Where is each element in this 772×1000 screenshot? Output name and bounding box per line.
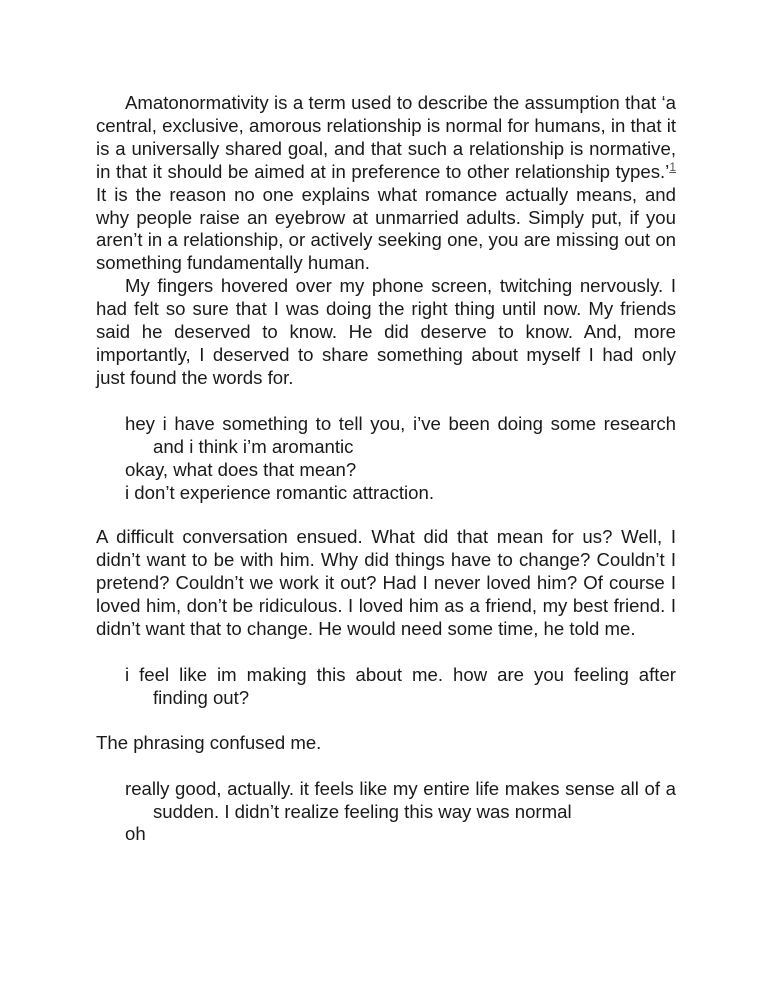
message-block <box>125 413 676 505</box>
paragraph-text: It is the reason no one explains what romance actually means, and why people raise an eyebrow at unmarried adults. Simply put, if you aren’t in a relationship, or actively seeking one, you are missing out on something fundamentally human. <box>96 183 676 274</box>
footnote-link[interactable]: 1 <box>669 159 676 174</box>
document-page <box>96 92 676 868</box>
paragraph-text: Amatonormativity is a term used to describe the assumption that ‘a central, exclusive, amorous relationship is normal for humans, in that it is a universally shared goal, and that such a relationship is normative, in that it should be aimed at in preference to other relationship types.’ <box>96 92 676 182</box>
message-line: i feel like im making this about me. how are you feeling after finding out? <box>125 663 676 708</box>
message-line: i don’t experience romantic attraction. <box>125 481 435 503</box>
message-block <box>125 778 676 847</box>
message-block <box>125 664 676 710</box>
message-line: okay, what does that mean? <box>125 458 357 480</box>
paragraph-conversation: A difficult conversation ensued. What did that mean for us? Well, I didn’t want to be with him. Why did things have to change? Couldn’t I pretend? Couldn’t we work it out? Had I never loved him? Of course I loved him, don’t be ridiculous. I loved him as a friend, my best friend. I didn’t want that to change. He would need some time, he told me. <box>96 526 676 640</box>
paragraph-phone: My fingers hovered over my phone screen, twitching nervously. I had felt so sure that I was doing the right thing until now. My friends said he deserved to know. He did deserve to know. And, more importantly, I deserved to share something about myself I had only just found the words for. <box>96 275 676 388</box>
paragraph-amatonormativity <box>96 92 676 275</box>
paragraph-phrasing: The phrasing confused me. <box>96 731 322 753</box>
message-line: really good, actually. it feels like my entire life makes sense all of a sudden. I didn’t realize feeling this way was normal <box>125 777 676 822</box>
message-line: hey i have something to tell you, i’ve been doing some research and i think i’m aromantic <box>125 412 676 457</box>
message-line: oh <box>125 823 146 845</box>
